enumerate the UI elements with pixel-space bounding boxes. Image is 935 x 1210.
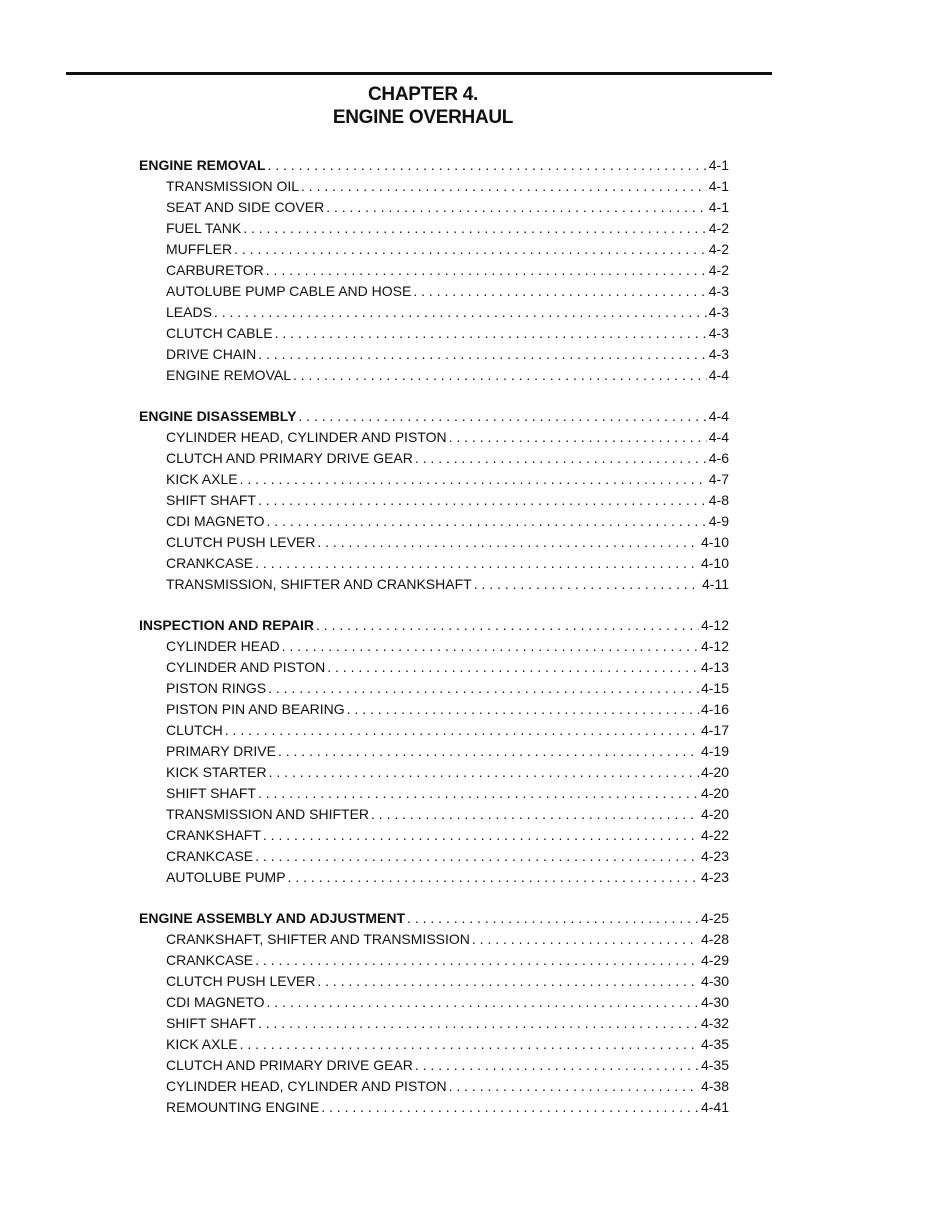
- leader-dots: [347, 699, 699, 719]
- toc-entry[interactable]: [166, 1013, 729, 1033]
- toc-entry-title: CRANKCASE: [166, 848, 254, 864]
- leader-dots: [255, 553, 699, 573]
- leader-dots: [263, 825, 699, 845]
- toc-page-number: 4-41: [700, 1099, 729, 1115]
- leader-dots: [258, 490, 707, 510]
- toc-entry[interactable]: [166, 762, 729, 782]
- toc-entry[interactable]: [166, 1097, 729, 1117]
- toc-page-number: 4-25: [700, 910, 729, 926]
- toc-entry-title: TRANSMISSION AND SHIFTER: [166, 806, 370, 822]
- toc-entry-title: DRIVE CHAIN: [166, 346, 257, 362]
- toc-entry[interactable]: [166, 281, 729, 301]
- toc-page-number: 4-10: [700, 555, 729, 571]
- toc-entry-title: CRANKCASE: [166, 555, 254, 571]
- leader-dots: [240, 1034, 699, 1054]
- leader-dots: [415, 448, 707, 468]
- toc-page-number: 4-19: [700, 743, 729, 759]
- toc-page-number: 4-12: [700, 638, 729, 654]
- toc-entry-title: LEADS: [166, 304, 212, 320]
- toc-entry-title: CRANKSHAFT: [166, 827, 261, 843]
- toc-page-number: 4-20: [700, 806, 729, 822]
- leader-dots: [278, 741, 699, 761]
- leader-dots: [258, 1013, 699, 1033]
- toc-entry-title: CRANKSHAFT, SHIFTER AND TRANSMISSION: [166, 931, 470, 947]
- toc-entry-title: KICK STARTER: [166, 764, 267, 780]
- toc-entry[interactable]: [166, 448, 729, 468]
- leader-dots: [317, 971, 699, 991]
- toc-entry[interactable]: [166, 929, 729, 949]
- toc-entry-title: CDI MAGNETO: [166, 994, 265, 1010]
- toc-entry-title: KICK AXLE: [166, 1036, 238, 1052]
- toc-page-number: 4-9: [708, 513, 729, 529]
- toc-entry[interactable]: [166, 218, 729, 238]
- toc-entry[interactable]: [166, 741, 729, 761]
- toc-entry-title: CLUTCH PUSH LEVER: [166, 534, 316, 550]
- toc-entry[interactable]: [166, 992, 729, 1012]
- toc-entry-title: CLUTCH: [166, 722, 223, 738]
- toc-entry-title: CLUTCH AND PRIMARY DRIVE GEAR: [166, 1057, 413, 1073]
- leader-dots: [327, 657, 699, 677]
- leader-dots: [316, 615, 699, 635]
- toc-entry[interactable]: [166, 302, 729, 322]
- toc-entry[interactable]: [166, 511, 729, 531]
- leader-dots: [267, 511, 707, 531]
- toc-entry-title: KICK AXLE: [166, 471, 238, 487]
- toc-entry[interactable]: [166, 971, 729, 991]
- leader-dots: [449, 427, 707, 447]
- toc-entry-title: CDI MAGNETO: [166, 513, 265, 529]
- toc-page-number: 4-23: [700, 848, 729, 864]
- toc-entry[interactable]: [166, 469, 729, 489]
- toc-entry-title: PRIMARY DRIVE: [166, 743, 276, 759]
- leader-dots: [214, 302, 707, 322]
- toc-entry-title: SHIFT SHAFT: [166, 785, 256, 801]
- toc-entry-title: SEAT AND SIDE COVER: [166, 199, 325, 215]
- toc-section-engine-removal[interactable]: [139, 155, 729, 175]
- toc-entry-title: PISTON PIN AND BEARING: [166, 701, 345, 717]
- leader-dots: [293, 365, 707, 385]
- toc-page-number: 4-10: [700, 534, 729, 550]
- leader-dots: [301, 176, 707, 196]
- toc-entry-title: AUTOLUBE PUMP: [166, 869, 286, 885]
- toc-page-number: 4-2: [708, 220, 729, 236]
- leader-dots: [275, 323, 707, 343]
- toc-page-number: 4-23: [700, 869, 729, 885]
- toc-entry-title: TRANSMISSION OIL: [166, 178, 300, 194]
- toc-entry[interactable]: [166, 825, 729, 845]
- toc-entry[interactable]: [166, 1055, 729, 1075]
- toc-page-number: 4-28: [700, 931, 729, 947]
- toc-entry-title: CYLINDER HEAD: [166, 638, 280, 654]
- leader-dots: [268, 678, 699, 698]
- leader-dots: [269, 762, 699, 782]
- toc-page-number: 4-6: [708, 450, 729, 466]
- toc-entry-title: ENGINE REMOVAL: [166, 367, 291, 383]
- toc-entry[interactable]: [166, 260, 729, 280]
- toc-entry[interactable]: [166, 344, 729, 364]
- toc-page-number: 4-20: [700, 764, 729, 780]
- toc-section-title: ENGINE ASSEMBLY AND ADJUSTMENT: [139, 910, 406, 926]
- toc-page-number: 4-38: [700, 1078, 729, 1094]
- toc-page-number: 4-1: [708, 178, 729, 194]
- toc-page-number: 4-35: [700, 1057, 729, 1073]
- toc-entry[interactable]: [166, 574, 729, 594]
- toc-page-number: 4-30: [700, 973, 729, 989]
- toc-entry[interactable]: [166, 636, 729, 656]
- leader-dots: [243, 218, 707, 238]
- toc-page-number: 4-3: [708, 325, 729, 341]
- toc-page-number: 4-35: [700, 1036, 729, 1052]
- leader-dots: [266, 260, 707, 280]
- toc-page-number: 4-7: [708, 471, 729, 487]
- leader-dots: [298, 406, 706, 426]
- toc-entry[interactable]: [166, 720, 729, 740]
- toc-entry[interactable]: [166, 699, 729, 719]
- leader-dots: [240, 469, 707, 489]
- leader-dots: [472, 929, 699, 949]
- toc-page-number: 4-1: [708, 199, 729, 215]
- toc-page-number: 4-32: [700, 1015, 729, 1031]
- toc-section-engine-assembly-and-adjustment[interactable]: [139, 908, 729, 928]
- toc-entry[interactable]: [166, 197, 729, 217]
- toc-entry-title: CLUTCH CABLE: [166, 325, 273, 341]
- leader-dots: [317, 532, 699, 552]
- leader-dots: [234, 239, 707, 259]
- chapter-title: ENGINE OVERHAUL: [332, 107, 514, 128]
- toc-entry-title: TRANSMISSION, SHIFTER AND CRANKSHAFT: [166, 576, 472, 592]
- toc-entry[interactable]: [166, 846, 729, 866]
- toc-page-number: 4-2: [708, 262, 729, 278]
- toc-entry[interactable]: [166, 553, 729, 573]
- toc-page-number: 4-29: [700, 952, 729, 968]
- toc-page-number: 4-3: [708, 346, 729, 362]
- toc-entry[interactable]: [166, 804, 729, 824]
- toc-entry[interactable]: [166, 1034, 729, 1054]
- toc-page-number: 4-20: [700, 785, 729, 801]
- toc-page-number: 4-17: [700, 722, 729, 738]
- toc-entry[interactable]: [166, 365, 729, 385]
- toc-entry[interactable]: [166, 176, 729, 196]
- toc-entry-title: PISTON RINGS: [166, 680, 267, 696]
- toc-page-number: 4-3: [708, 283, 729, 299]
- toc-entry-title: SHIFT SHAFT: [166, 492, 256, 508]
- leader-dots: [225, 720, 699, 740]
- toc-entry[interactable]: [166, 323, 729, 343]
- leader-dots: [326, 197, 707, 217]
- toc-section-title: ENGINE REMOVAL: [139, 157, 266, 173]
- toc-section-engine-disassembly[interactable]: [139, 406, 729, 426]
- toc-entry-title: MUFFLER: [166, 241, 233, 257]
- toc-entry-title: CYLINDER HEAD, CYLINDER AND PISTON: [166, 1078, 447, 1094]
- toc-entry[interactable]: [166, 239, 729, 259]
- toc-page-number: 4-16: [700, 701, 729, 717]
- toc-page-number: 4-22: [700, 827, 729, 843]
- toc-entry-title: CARBURETOR: [166, 262, 264, 278]
- leader-dots: [258, 344, 707, 364]
- toc-entry[interactable]: [166, 1076, 729, 1096]
- toc-entry-title: CYLINDER AND PISTON: [166, 659, 326, 675]
- toc-entry-title: CLUTCH PUSH LEVER: [166, 973, 316, 989]
- toc-section-title: INSPECTION AND REPAIR: [139, 617, 315, 633]
- leader-dots: [255, 950, 699, 970]
- toc-page-number: 4-15: [700, 680, 729, 696]
- toc-page-number: 4-30: [700, 994, 729, 1010]
- toc-entry[interactable]: [166, 783, 729, 803]
- toc-entry[interactable]: [166, 950, 729, 970]
- toc-section-title: ENGINE DISASSEMBLY: [139, 408, 297, 424]
- leader-dots: [321, 1097, 699, 1117]
- toc-entry-title: SHIFT SHAFT: [166, 1015, 256, 1031]
- toc-entry-title: AUTOLUBE PUMP CABLE AND HOSE: [166, 283, 412, 299]
- leader-dots: [282, 636, 699, 656]
- toc-section-inspection-and-repair[interactable]: [139, 615, 729, 635]
- toc-page-number: 4-1: [708, 157, 729, 173]
- toc-page-number: 4-4: [708, 408, 729, 424]
- toc-entry-title: CLUTCH AND PRIMARY DRIVE GEAR: [166, 450, 413, 466]
- toc-entry[interactable]: [166, 427, 729, 447]
- toc-entry-title: CRANKCASE: [166, 952, 254, 968]
- toc-entry[interactable]: [166, 490, 729, 510]
- toc-page-number: 4-13: [700, 659, 729, 675]
- leader-dots: [407, 908, 699, 928]
- toc-entry[interactable]: [166, 678, 729, 698]
- toc-entry[interactable]: [166, 532, 729, 552]
- toc-page-number: 4-3: [708, 304, 729, 320]
- leader-dots: [474, 574, 700, 594]
- toc-entry[interactable]: [166, 867, 729, 887]
- header-rule: [66, 72, 772, 75]
- leader-dots: [255, 846, 699, 866]
- leader-dots: [449, 1076, 699, 1096]
- leader-dots: [371, 804, 699, 824]
- leader-dots: [267, 992, 699, 1012]
- toc-page-number: 4-8: [708, 492, 729, 508]
- leader-dots: [288, 867, 699, 887]
- leader-dots: [415, 1055, 699, 1075]
- leader-dots: [258, 783, 699, 803]
- chapter-number: CHAPTER 4.: [368, 84, 478, 105]
- toc-page-number: 4-4: [708, 429, 729, 445]
- toc-entry-title: FUEL TANK: [166, 220, 242, 236]
- toc-entry[interactable]: [166, 657, 729, 677]
- toc-page-number: 4-2: [708, 241, 729, 257]
- toc-page-number: 4-4: [708, 367, 729, 383]
- toc-entry-title: REMOUNTING ENGINE: [166, 1099, 320, 1115]
- leader-dots: [268, 155, 707, 175]
- toc-entry-title: CYLINDER HEAD, CYLINDER AND PISTON: [166, 429, 447, 445]
- toc-page-number: 4-12: [700, 617, 729, 633]
- leader-dots: [413, 281, 706, 301]
- toc-page-number: 4-11: [702, 576, 729, 592]
